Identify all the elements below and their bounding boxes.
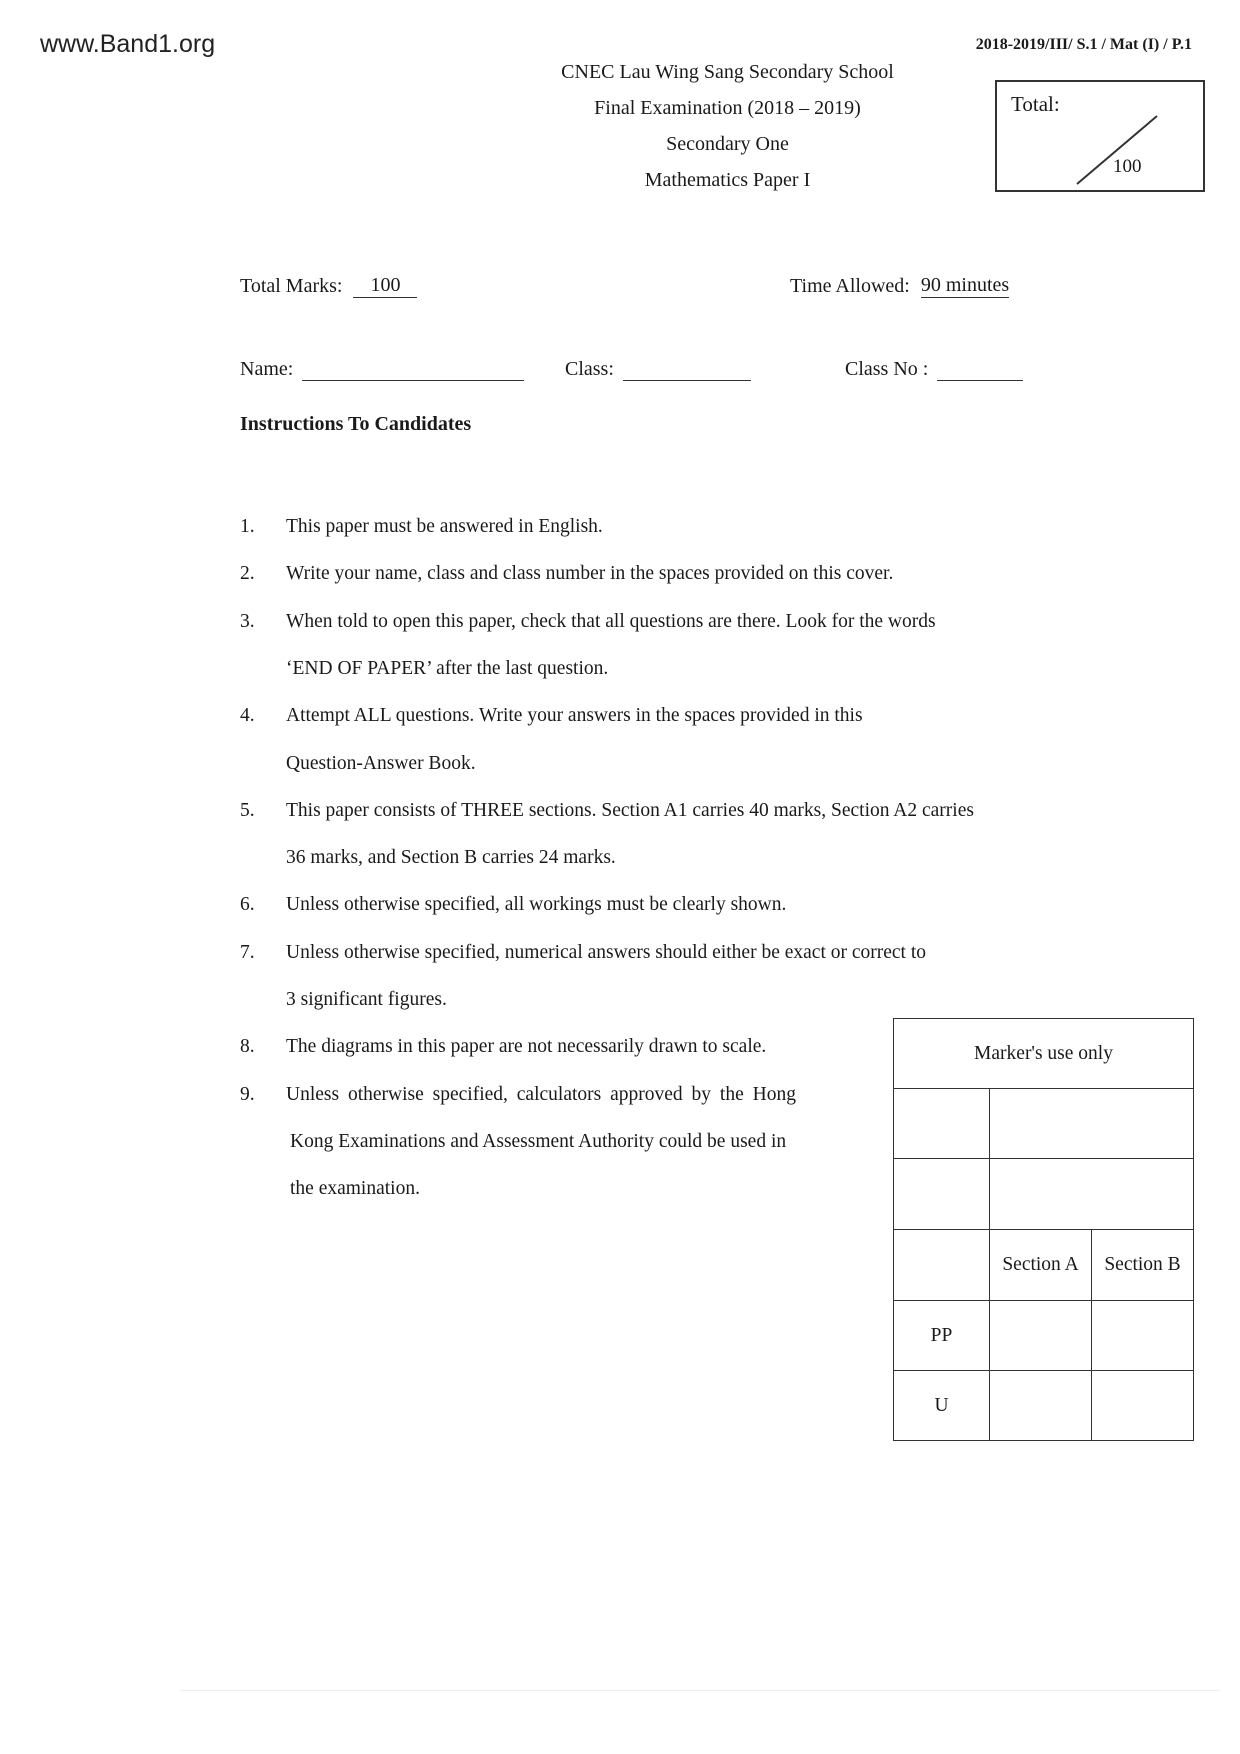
marker-cell [894,1230,990,1301]
instruction-number: 1. [240,516,255,537]
instruction-text: Unless otherwise specified, all workings must be clearly shown. [286,894,787,916]
class-no-field[interactable] [845,358,1023,381]
marker-cell [894,1159,990,1230]
total-label: Total: [1011,92,1060,116]
name-input-line[interactable] [302,360,524,381]
instruction-text-continued: Question-Answer Book. [286,752,476,774]
marker-cell [990,1089,1194,1159]
instruction-number: 7. [240,941,255,963]
time-allowed-value: 90 minutes [920,274,1010,296]
instruction-text-continued: the examination. [290,1178,420,1200]
marker-cell [990,1159,1194,1230]
watermark: www.Band1.org [40,30,216,58]
paper-title: Mathematics Paper I [644,169,811,191]
instruction-text: Attempt ALL questions. Write your answers in the spaces provided in this [286,705,863,727]
class-field[interactable] [565,358,751,381]
total-out-of: 100 [1113,156,1142,177]
total-marks-value: 100 [353,274,417,298]
instruction-item [240,705,863,727]
instruction-text-continued: 36 marks, and Section B carries 24 marks. [286,847,616,869]
instruction-text: Unless otherwise specified, calculators approved by the Hong [286,1083,796,1105]
class-no-input-line[interactable] [937,360,1023,381]
level: Secondary One [666,133,789,155]
name-label: Name: [240,358,294,380]
time-allowed-label: Time Allowed: [790,275,910,297]
instruction-text: This paper consists of THREE sections. Section A1 carries 40 marks, Section A2 carries [286,799,974,821]
instruction-text-continued: ‘END OF PAPER’ after the last question. [286,657,609,679]
total-marks-label: Total Marks: [240,275,343,297]
instruction-number: 9. [240,1083,255,1105]
instruction-item [240,516,603,538]
pp-section-b-cell [1092,1301,1194,1371]
instruction-item [240,1084,796,1106]
total-marks [240,274,417,298]
u-section-a-cell [990,1371,1092,1441]
instruction-text: Unless otherwise specified, numerical answers should either be exact or correct to [286,941,927,963]
instruction-item [240,1036,766,1058]
instructions-title: Instructions To Candidates [240,413,472,435]
instruction-number: 8. [240,1036,255,1058]
school-name: CNEC Lau Wing Sang Secondary School [561,61,894,83]
u-section-b-cell [1092,1371,1194,1441]
instruction-number: 6. [240,894,255,916]
exam-title: Final Examination (2018 – 2019) [594,97,861,119]
divider [180,1690,1220,1691]
name-field[interactable] [240,358,524,381]
instruction-number: 4. [240,705,255,727]
instruction-number: 3. [240,610,255,632]
class-input-line[interactable] [623,360,751,381]
class-label: Class: [565,358,614,380]
instruction-item [240,611,936,633]
instruction-text: When told to open this paper, check that all questions are there. Look for the words [286,610,936,632]
page-reference: 2018-2019/III/ S.1 / Mat (I) / P.1 [975,36,1192,53]
section-b-header: Section B [1092,1230,1194,1301]
instruction-text: Write your name, class and class number in the spaces provided on this cover. [286,563,894,585]
row-u-label: U [894,1371,990,1441]
marker-cell [894,1089,990,1159]
section-a-header: Section A [990,1230,1092,1301]
instruction-item [240,563,893,585]
instruction-text: The diagrams in this paper are not necessarily drawn to scale. [286,1036,767,1058]
time-allowed [790,274,1009,298]
instruction-text: This paper must be answered in English. [286,516,603,537]
instruction-text-continued: 3 significant figures. [286,989,447,1010]
marker-table-title: Marker's use only [894,1019,1194,1089]
total-score-box [995,80,1205,192]
instruction-item [240,942,926,964]
instruction-number: 5. [240,799,255,821]
pp-section-a-cell [990,1301,1092,1371]
instruction-item [240,894,786,916]
marker-table [893,1018,1194,1441]
row-pp-label: PP [894,1301,990,1371]
instruction-text-continued: Kong Examinations and Assessment Authority could be used in [290,1130,787,1152]
instruction-item [240,800,974,822]
class-no-label: Class No : [845,358,929,380]
instruction-number: 2. [240,563,255,585]
